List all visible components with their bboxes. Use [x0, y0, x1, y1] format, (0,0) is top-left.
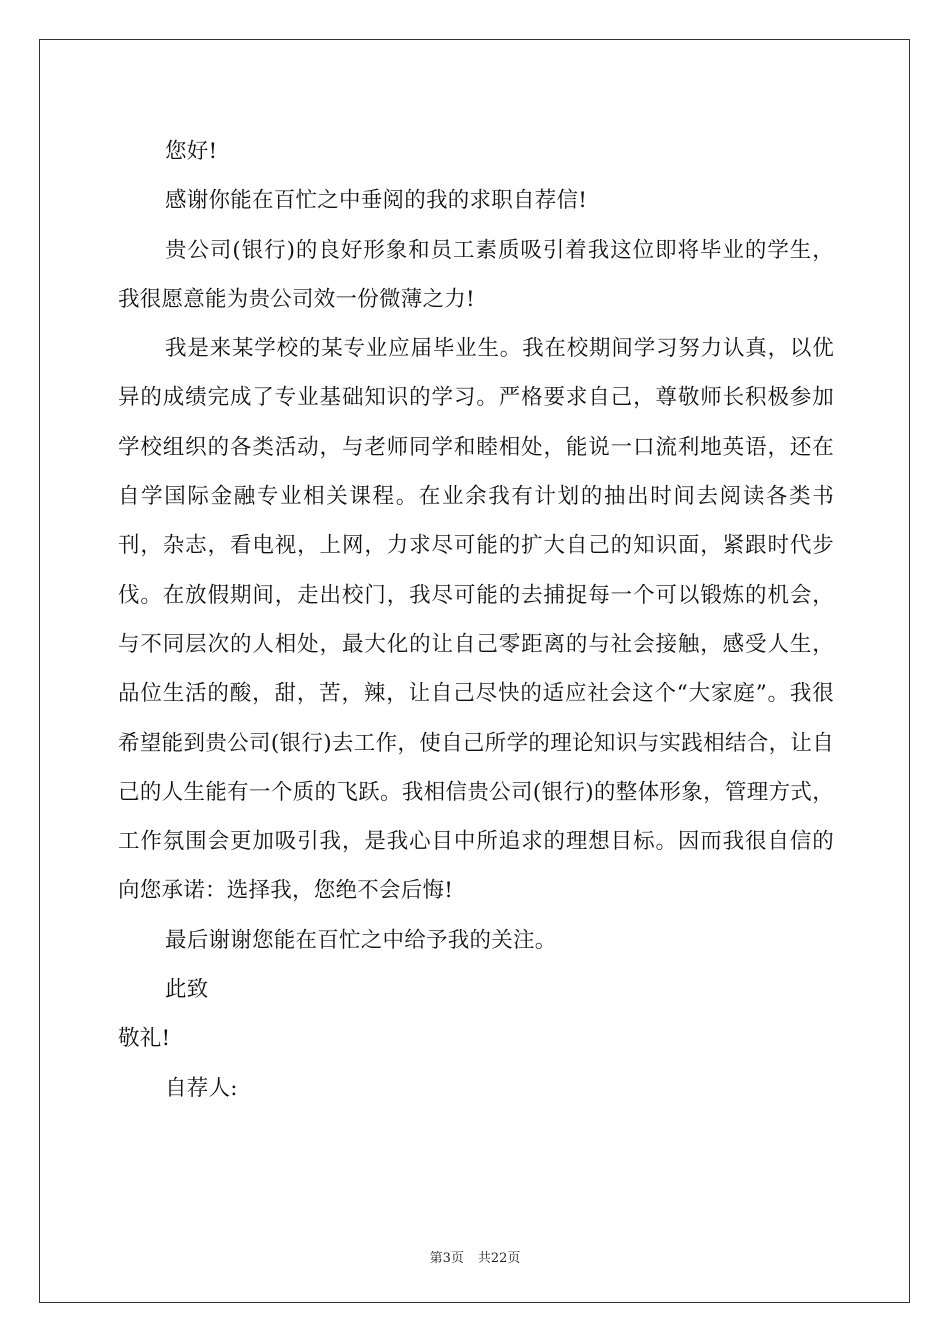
page-number: 第3页: [429, 1251, 464, 1266]
closing-regards: 敬礼!: [118, 1026, 171, 1052]
page-footer: [0, 1247, 950, 1266]
greeting: 您好!: [165, 139, 218, 164]
page-total: 共22页: [477, 1251, 521, 1266]
closing-salutation: 此致: [165, 977, 209, 1003]
signature-label: 自荐人:: [165, 1075, 238, 1101]
paragraph-closing-thanks: 最后谢谢您能在百忙之中给予我的关注。: [165, 927, 557, 953]
paragraph-thanks: 感谢你能在百忙之中垂阅的我的求职自荐信!: [165, 188, 588, 214]
letter-body: [118, 127, 834, 1113]
paragraph-company: 贵公司(银行)的良好形象和员工素质吸引着我这位即将毕业的学生，我很愿意能为贵公司效一份微薄之力!: [118, 237, 834, 312]
paragraph-self-introduction: 我是来某学校的某专业应届毕业生。我在校期间学习努力认真，以优异的成绩完成了专业基础知识的学习。严格要求自己，尊敬师长积极参加学校组织的各类活动，与老师同学和睦相处，能说一口流利地英语，还在自学国际金融专业相关课程。在业余我有计划的抽出时间去阅读各类书刊，杂志，看电视，上网，力求尽可能的扩大自己的知识面，紧跟时代步伐。在放假期间，走出校门，我尽可能的去捕捉每一个可以锻炼的机会，与不同层次的人相处，最大化的让自己零距离的与社会接触，感受人生，品位生活的酸，甜，苦，辣，让自己尽快的适应社会这个“大家庭”。我很希望能到贵公司(银行)去工作，使自己所学的理论知识与实践相结合，让自己的人生能有一个质的飞跃。我相信贵公司(银行)的整体形象，管理方式，工作氛围会更加吸引我，是我心目中所追求的理想目标。因而我很自信的向您承诺：选择我，您绝不会后悔!: [118, 336, 834, 904]
